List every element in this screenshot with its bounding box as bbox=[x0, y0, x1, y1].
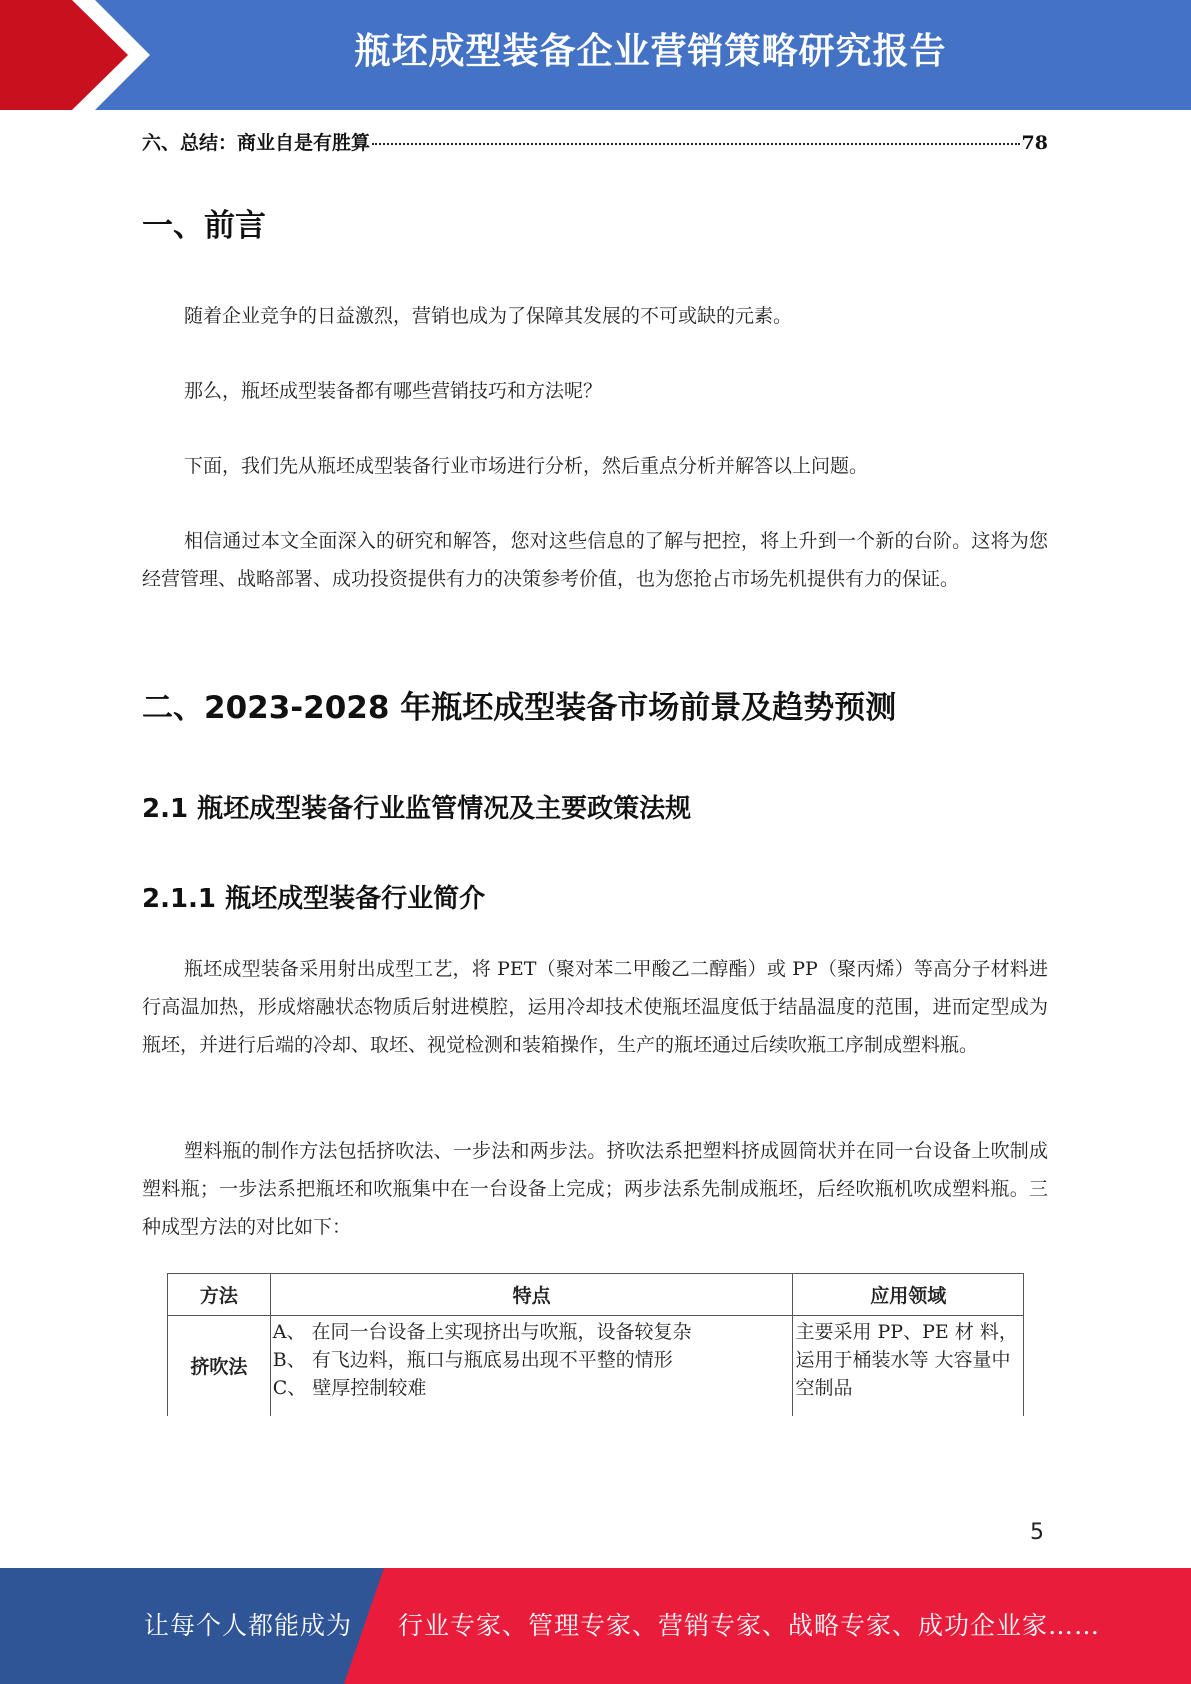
features-cell bbox=[270, 1316, 793, 1417]
application-cell: 主要采用 PP、PE 材 料，运用于桶装水等 大容量中空制品 bbox=[793, 1316, 1024, 1417]
table-row bbox=[168, 1316, 1024, 1417]
paragraph: 瓶坯成型装备采用射出成型工艺，将 PET（聚对苯二甲酸乙二醇酯）或 PP（聚丙烯）等高分子材料进行高温加热，形成熔融状态物质后射进模腔，运用冷却技术使瓶坯温度低于结晶温度的范围，进而定型成为瓶坯，并进行后端的冷却、取坯、视觉检测和装箱操作，生产的瓶坯通过后续吹瓶工序制成塑料瓶。 bbox=[142, 958, 1048, 1056]
section-heading-forecast: 二、2023-2028 年瓶坯成型装备市场前景及趋势预测 bbox=[142, 690, 897, 726]
paragraph: 随着企业竞争的日益激烈，营销也成为了保障其发展的不可或缺的元素。 bbox=[184, 305, 793, 327]
toc-label: 六、总结：商业自是有胜算 bbox=[142, 132, 371, 154]
feature-item: C、 壁厚控制较难 bbox=[272, 1377, 427, 1399]
section-heading-preface: 一、前言 bbox=[142, 208, 266, 244]
feature-item: B、 有飞边料，瓶口与瓶底易出现不平整的情形 bbox=[272, 1349, 673, 1371]
method-cell: 挤吹法 bbox=[168, 1316, 271, 1417]
report-title: 瓶坯成型装备企业营销策略研究报告 bbox=[354, 31, 947, 72]
toc-entry[interactable] bbox=[142, 128, 1048, 155]
subsection-heading: 2.1 瓶坯成型装备行业监管情况及主要政策法规 bbox=[142, 794, 692, 824]
paragraph: 塑料瓶的制作方法包括挤吹法、一步法和两步法。挤吹法系把塑料挤成圆筒状并在同一台设备上吹制成塑料瓶；一步法系把瓶坯和吹瓶集中在一台设备上完成；两步法系先制成瓶坯，后经吹瓶机吹成塑料瓶。三种成型方法的对比如下： bbox=[142, 1140, 1048, 1238]
toc-page-number: 78 bbox=[1021, 132, 1048, 154]
page-header bbox=[0, 0, 1191, 110]
footer-slogan-right: 行业专家、管理专家、营销专家、战略专家、成功企业家…… bbox=[398, 1611, 1101, 1640]
feature-item: A、 在同一台设备上实现挤出与吹瓶，设备较复杂 bbox=[272, 1321, 692, 1343]
page-footer bbox=[0, 1568, 1191, 1684]
footer-slogan-left: 让每个人都能成为 bbox=[144, 1611, 353, 1640]
column-header: 方法 bbox=[168, 1274, 271, 1316]
subsection-heading: 2.1.1 瓶坯成型装备行业简介 bbox=[142, 884, 486, 914]
paragraph: 那么，瓶坯成型装备都有哪些营销技巧和方法呢？ bbox=[184, 380, 603, 402]
column-header: 应用领域 bbox=[793, 1274, 1024, 1316]
table-header-row bbox=[168, 1274, 1024, 1316]
header-arrow-decoration bbox=[0, 0, 150, 110]
toc-dot-leader bbox=[372, 143, 1020, 145]
paragraph: 下面，我们先从瓶坯成型装备行业市场进行分析，然后重点分析并解答以上问题。 bbox=[184, 455, 869, 477]
paragraph: 相信通过本文全面深入的研究和解答，您对这些信息的了解与把控，将上升到一个新的台阶。这将为您经营管理、战略部署、成功投资提供有力的决策参考价值，也为您抢占市场先机提供有力的保证。 bbox=[142, 530, 1048, 590]
column-header: 特点 bbox=[270, 1274, 793, 1316]
page-number: 5 bbox=[1030, 1520, 1044, 1545]
comparison-table bbox=[167, 1273, 1024, 1416]
